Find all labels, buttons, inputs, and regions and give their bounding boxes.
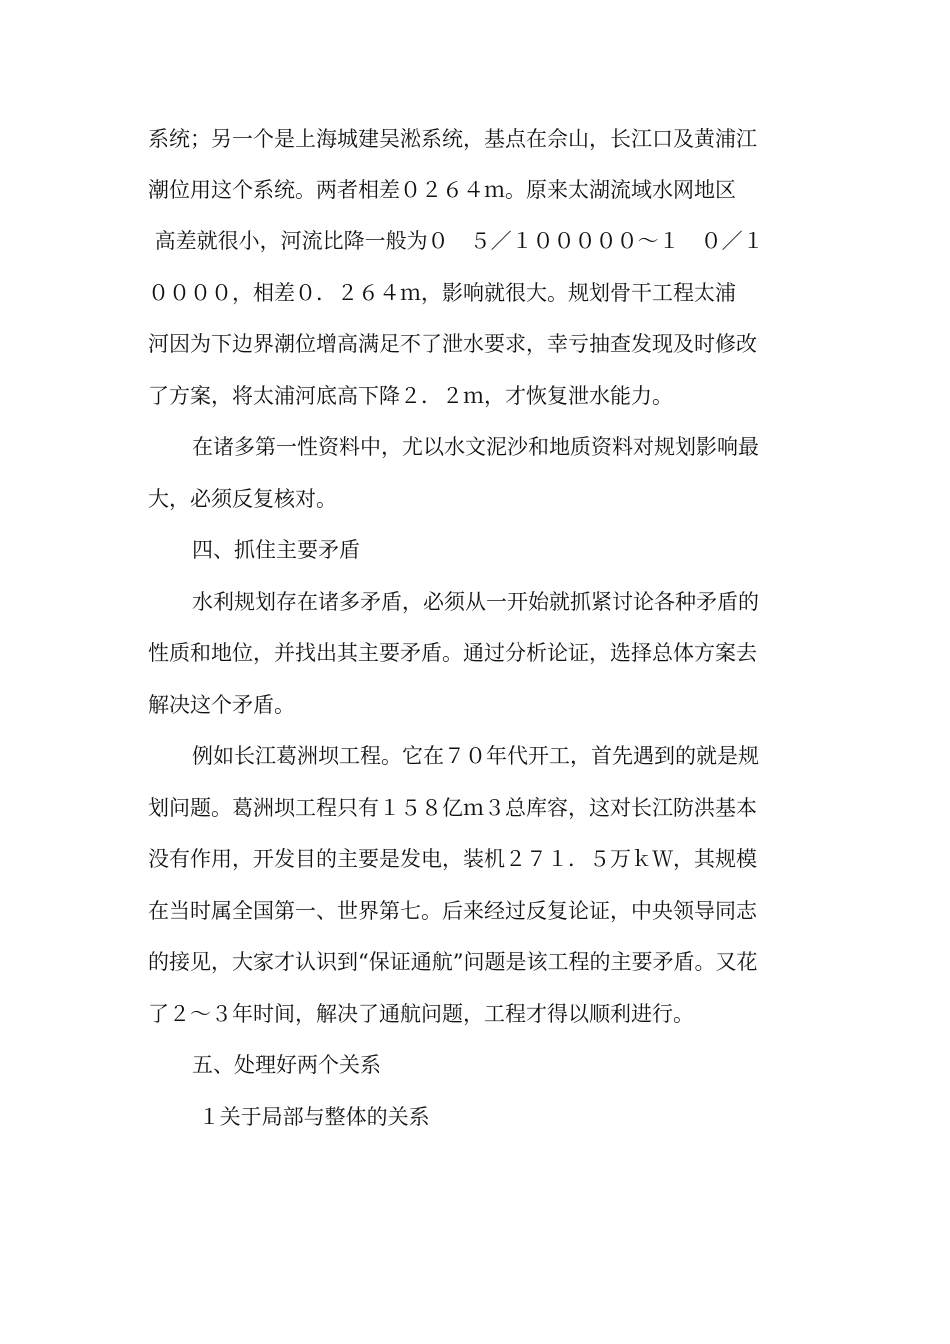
text-line: 大，必须反复核对。	[148, 487, 337, 511]
text-line: ００００，相差０．２６４ｍ，影响就很大。规划骨干工程太浦	[148, 281, 736, 305]
section-heading: 四、抓住主要矛盾	[192, 538, 360, 562]
text-line: 了２～３年时间，解决了通航问题，工程才得以顺利进行。	[148, 1002, 694, 1026]
text-line: 划问题。葛洲坝工程只有１５８亿ｍ３总库容，这对长江防洪基本	[148, 796, 757, 820]
text-line: 系统；另一个是上海城建吴淞系统，基点在佘山，长江口及黄浦江	[148, 127, 757, 151]
text-line: 在当时属全国第一、世界第七。后来经过反复论证，中央领导同志	[148, 899, 757, 923]
paragraph-line: 在诸多第一性资料中，尤以水文泥沙和地质资料对规划影响最	[192, 435, 759, 459]
paragraph-line: 水利规划存在诸多矛盾，必须从一开始就抓紧讨论各种矛盾的	[192, 590, 759, 614]
paragraph-line: 例如长江葛洲坝工程。它在７０年代开工，首先遇到的就是规	[192, 744, 759, 768]
subsection-heading: １关于局部与整体的关系	[192, 1105, 430, 1129]
text-line: 性质和地位，并找出其主要矛盾。通过分析论证，选择总体方案去	[148, 641, 757, 665]
text-line: 河因为下边界潮位增高满足不了泄水要求，幸亏抽查发现及时修改	[148, 332, 757, 356]
text-line: 了方案，将太浦河底高下降２．２ｍ，才恢复泄水能力。	[148, 384, 673, 408]
section-heading: 五、处理好两个关系	[192, 1053, 381, 1077]
text-line: 潮位用这个系统。两者相差０２６４ｍ。原来太湖流域水网地区	[148, 178, 736, 202]
text-line: 解决这个矛盾。	[148, 693, 295, 717]
text-line: 的接见，大家才认识到“保证通航”问题是该工程的主要矛盾。又花	[148, 950, 758, 974]
text-line: 高差就很小，河流比降一般为０ ５／１０００００～１ ０／１	[148, 229, 764, 253]
text-line: 没有作用，开发目的主要是发电，装机２７１．５万ｋＷ，其规模	[148, 847, 757, 871]
